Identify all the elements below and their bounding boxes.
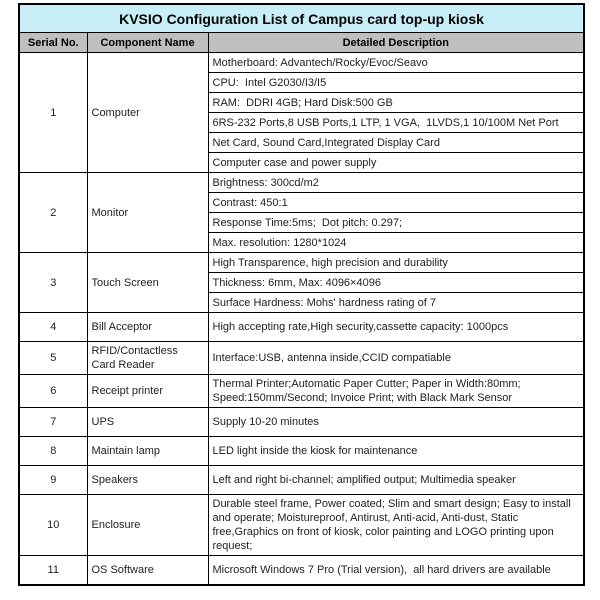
component-cell: Bill Acceptor xyxy=(87,313,208,342)
detail-cell: CPU: Intel G2030/I3/I5 xyxy=(208,73,584,93)
serial-cell: 8 xyxy=(19,437,87,466)
component-cell: RFID/Contactless Card Reader xyxy=(87,342,208,375)
serial-cell: 5 xyxy=(19,342,87,375)
configuration-table xyxy=(18,3,585,586)
component-cell: Maintain lamp xyxy=(87,437,208,466)
detail-cell: Left and right bi-channel; amplified output; Multimedia speaker xyxy=(208,466,584,495)
detail-cell: Supply 10-20 minutes xyxy=(208,408,584,437)
component-cell: Computer xyxy=(87,53,208,173)
detail-cell: High Transparence, high precision and durability xyxy=(208,253,584,273)
detail-cell: Thickness: 6mm, Max: 4096×4096 xyxy=(208,273,584,293)
table-row xyxy=(19,556,584,585)
table-row xyxy=(19,253,584,273)
component-cell: UPS xyxy=(87,408,208,437)
serial-cell: 1 xyxy=(19,53,87,173)
detail-cell: Contrast: 450:1 xyxy=(208,193,584,213)
table-body xyxy=(19,53,584,585)
serial-cell: 4 xyxy=(19,313,87,342)
detail-cell: 6RS-232 Ports,8 USB Ports,1 LTP, 1 VGA, 1LVDS,1 10/100M Net Port xyxy=(208,113,584,133)
detail-cell: Computer case and power supply xyxy=(208,153,584,173)
detail-cell: LED light inside the kiosk for maintenance xyxy=(208,437,584,466)
detail-cell: Interface:USB, antenna inside,CCID compatiable xyxy=(208,342,584,375)
page-title: KVSIO Configuration List of Campus card top-up kiosk xyxy=(19,4,584,33)
detail-cell: High accepting rate,High security,cassette capacity: 1000pcs xyxy=(208,313,584,342)
detail-cell: Motherboard: Advantech/Rocky/Evoc/Seavo xyxy=(208,53,584,73)
serial-cell: 6 xyxy=(19,375,87,408)
detail-cell: Thermal Printer;Automatic Paper Cutter; Paper in Width:80mm; Speed:150mm/Second; Invoice Print; with Black Mark Sensor xyxy=(208,375,584,408)
component-cell: OS Software xyxy=(87,556,208,585)
table-row xyxy=(19,342,584,375)
detail-cell: Response Time:5ms; Dot pitch: 0.297; xyxy=(208,213,584,233)
column-header-detailed-description: Detailed Description xyxy=(208,33,584,53)
table-row xyxy=(19,375,584,408)
component-cell: Touch Screen xyxy=(87,253,208,313)
column-header-row xyxy=(19,33,584,53)
serial-cell: 7 xyxy=(19,408,87,437)
component-cell: Speakers xyxy=(87,466,208,495)
table-row xyxy=(19,495,584,556)
detail-cell: Brightness: 300cd/m2 xyxy=(208,173,584,193)
component-cell: Enclosure xyxy=(87,495,208,556)
serial-cell: 9 xyxy=(19,466,87,495)
detail-cell: Durable steel frame, Power coated; Slim and smart design; Easy to install and operate; Moistureproof, Antirust, Anti-acid, Anti-dust, Static free,Graphics on front of kiosk, color painting and LOGO printing upon request; xyxy=(208,495,584,556)
serial-cell: 2 xyxy=(19,173,87,253)
serial-cell: 10 xyxy=(19,495,87,556)
column-header-component-name: Component Name xyxy=(87,33,208,53)
detail-cell: Microsoft Windows 7 Pro (Trial version), all hard drivers are available xyxy=(208,556,584,585)
table-row xyxy=(19,313,584,342)
table-row xyxy=(19,173,584,193)
table-row xyxy=(19,466,584,495)
table-row xyxy=(19,437,584,466)
column-header-serial-no: Serial No. xyxy=(19,33,87,53)
table-row xyxy=(19,53,584,73)
serial-cell: 3 xyxy=(19,253,87,313)
detail-cell: Surface Hardness: Mohs' hardness rating of 7 xyxy=(208,293,584,313)
detail-cell: Max. resolution: 1280*1024 xyxy=(208,233,584,253)
table-row xyxy=(19,408,584,437)
component-cell: Monitor xyxy=(87,173,208,253)
serial-cell: 11 xyxy=(19,556,87,585)
detail-cell: Net Card, Sound Card,Integrated Display Card xyxy=(208,133,584,153)
title-row xyxy=(19,4,584,33)
detail-cell: RAM: DDRI 4GB; Hard Disk:500 GB xyxy=(208,93,584,113)
component-cell: Receipt printer xyxy=(87,375,208,408)
